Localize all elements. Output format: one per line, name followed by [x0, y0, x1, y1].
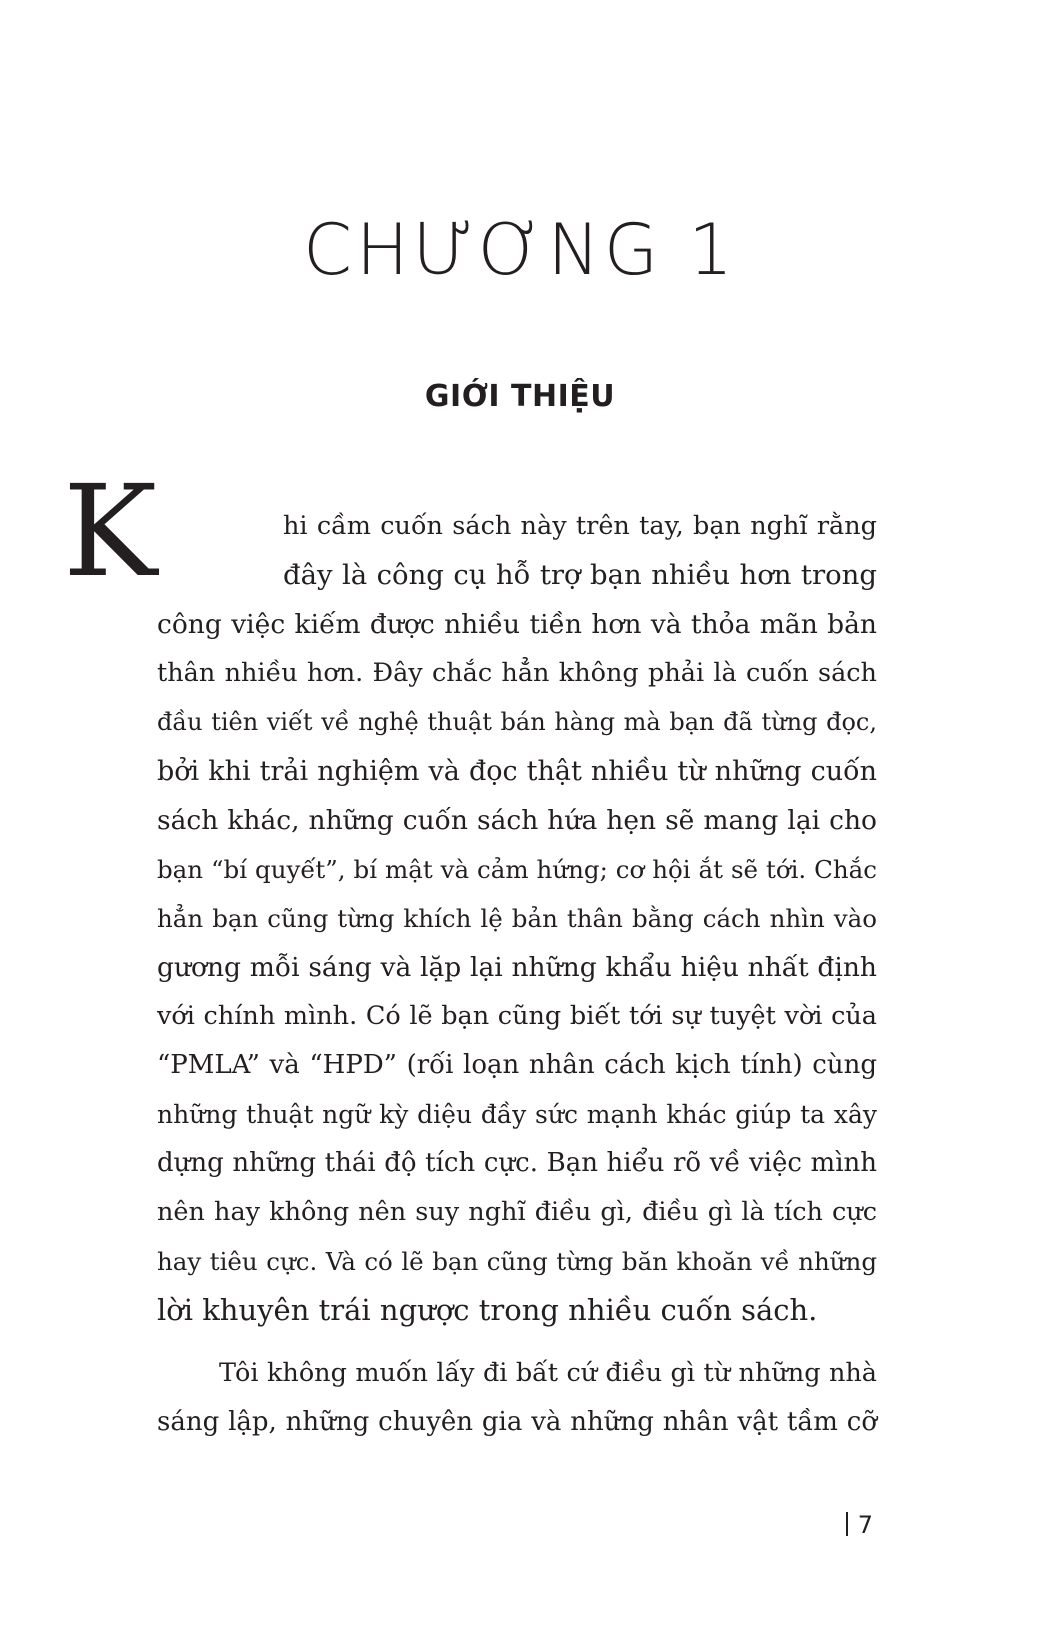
section-title: GIỚI THIỆU	[424, 379, 616, 414]
text-line: đầu tiên viết về nghệ thuật bán hàng mà bạn đã từng đọc,	[157, 708, 877, 736]
text-line: sáng lập, những chuyên gia và những nhân vật tầm cỡ	[157, 1407, 877, 1437]
text-line: hi cầm cuốn sách này trên tay, bạn nghĩ rằng	[283, 511, 877, 541]
text-line: bạn “bí quyết”, bí mật và cảm hứng; cơ hội ắt sẽ tới. Chắc	[157, 855, 877, 884]
text-line: dựng những thái độ tích cực. Bạn hiểu rõ về việc mình	[157, 1148, 877, 1178]
text-line: hay tiêu cực. Và có lẽ bạn cũng từng băn khoăn về những	[157, 1247, 877, 1276]
text-line: thân nhiều hơn. Đây chắc hẳn không phải là cuốn sách	[157, 658, 877, 688]
drop-cap: K	[63, 458, 158, 605]
text-line: công việc kiếm được nhiều tiền hơn và thỏa mãn bản	[157, 609, 877, 640]
page-number: 7	[857, 1511, 873, 1539]
text-line: bởi khi trải nghiệm và đọc thật nhiều từ những cuốn	[157, 756, 877, 787]
text-line: Tôi không muốn lấy đi bất cứ điều gì từ những nhà	[219, 1358, 877, 1388]
text-line: đây là công cụ hỗ trợ bạn nhiều hơn trong	[283, 559, 877, 591]
text-line: lời khuyên trái ngược trong nhiều cuốn sách.	[157, 1293, 818, 1327]
text-line: hẳn bạn cũng từng khích lệ bản thân bằng cách nhìn vào	[157, 904, 877, 933]
chapter-title: CHƯƠNG 1	[303, 209, 737, 291]
paragraph-2	[157, 1349, 877, 1447]
paragraph-1	[157, 502, 877, 1335]
text-line: sách khác, những cuốn sách hứa hẹn sẽ mang lại cho	[157, 805, 877, 836]
text-line: nên hay không nên suy nghĩ điều gì, điều gì là tích cực	[157, 1197, 877, 1227]
text-line: gương mỗi sáng và lặp lại những khẩu hiệu nhất định	[157, 952, 877, 983]
page-footer	[846, 1510, 873, 1540]
text-line: những thuật ngữ kỳ diệu đầy sức mạnh khác giúp ta xây	[157, 1100, 877, 1129]
separator-bar	[846, 1512, 848, 1536]
paragraph-gap	[157, 1335, 877, 1349]
text-line: “PMLA” và “HPD” (rối loạn nhân cách kịch tính) cùng	[157, 1050, 877, 1080]
text-line: với chính mình. Có lẽ bạn cũng biết tới sự tuyệt vời của	[157, 1001, 877, 1031]
body-text	[157, 502, 877, 1447]
